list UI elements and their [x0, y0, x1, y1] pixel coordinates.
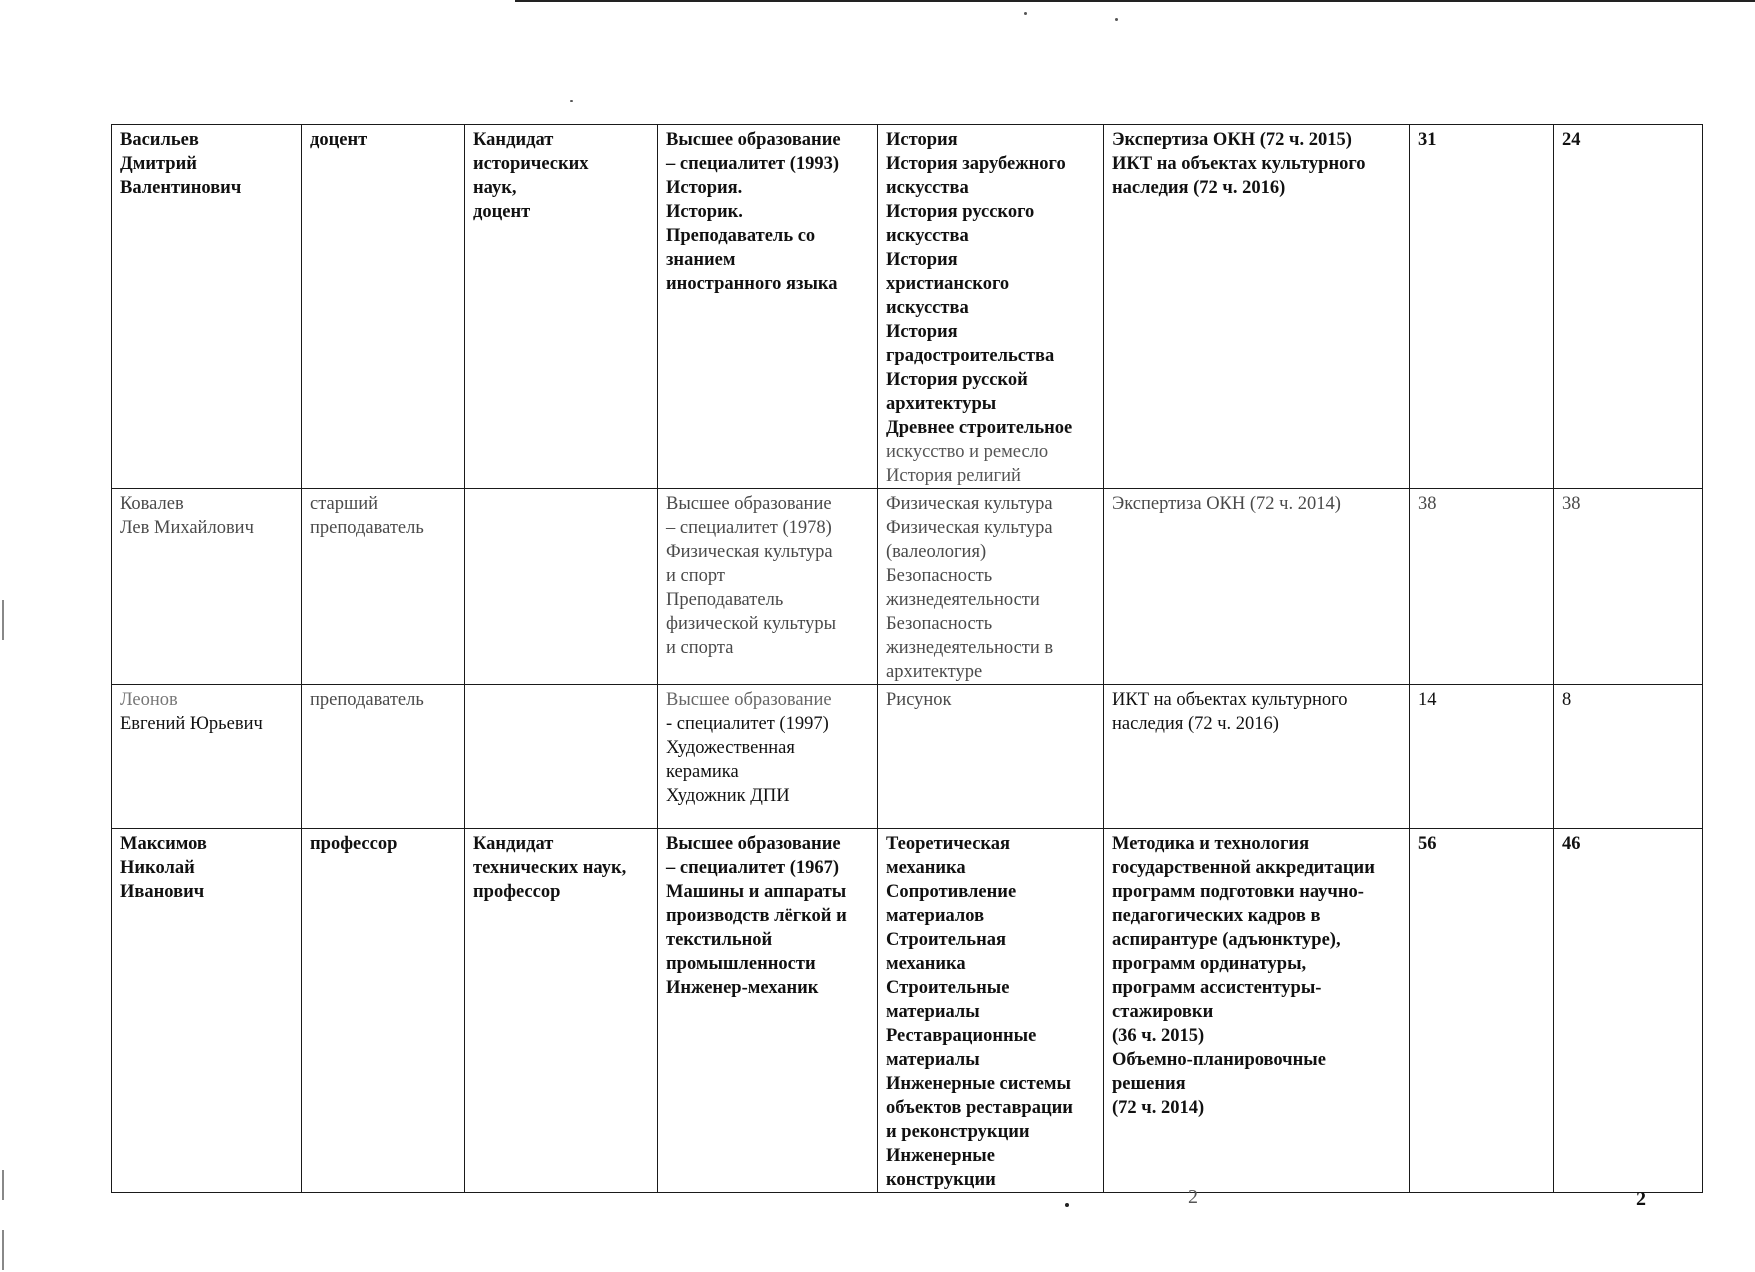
top-rule [515, 0, 1755, 2]
total-experience-cell: 14 [1410, 685, 1554, 829]
table-row [112, 489, 1703, 685]
specialty-experience-cell: 24 [1554, 125, 1703, 489]
scan-speck [570, 100, 573, 102]
education-cell: Высшее образование - специалитет (1997) Художественная керамика Художник ДПИ [658, 685, 878, 829]
education-cell: Высшее образование – специалитет (1978) Физическая культура и спорт Преподаватель физической культуры и спорта [658, 489, 878, 685]
training-cell: Методика и технология государственной аккредитации программ подготовки научно- педагогических кадров в аспирантуре (адъюнктуре), программ ординатуры, программ ассистентуры- стажировки (36 ч. 2015) Объемно-планировочные решения (72 ч. 2014) [1104, 829, 1410, 1193]
position-cell: доцент [302, 125, 465, 489]
degree-cell: Кандидат технических наук, профессор [465, 829, 658, 1193]
scan-speck [1115, 18, 1118, 21]
degree-cell [465, 489, 658, 685]
training-cell: Экспертиза ОКН (72 ч. 2014) [1104, 489, 1410, 685]
total-experience-cell: 31 [1410, 125, 1554, 489]
staff-table [111, 124, 1703, 1193]
table-row [112, 685, 1703, 829]
disciplines-cell: Физическая культура Физическая культура (валеология) Безопасность жизнедеятельности Безопасность жизнедеятельности в архитектуре [878, 489, 1104, 685]
table-row [112, 125, 1703, 489]
name-cell: Леонов Евгений Юрьевич [112, 685, 302, 829]
scan-speck [1065, 1203, 1069, 1207]
position-cell: старший преподаватель [302, 489, 465, 685]
training-cell: ИКТ на объектах культурного наследия (72 ч. 2016) [1104, 685, 1410, 829]
degree-cell [465, 685, 658, 829]
education-cell: Высшее образование – специалитет (1967) Машины и аппараты производств лёгкой и текстильной промышленности Инженер-механик [658, 829, 878, 1193]
margin-mark [2, 1170, 4, 1200]
position-cell: профессор [302, 829, 465, 1193]
total-experience-cell: 56 [1410, 829, 1554, 1193]
training-cell: Экспертиза ОКН (72 ч. 2015) ИКТ на объектах культурного наследия (72 ч. 2016) [1104, 125, 1410, 489]
page-number-right: 2 [1636, 1188, 1646, 1210]
specialty-experience-cell: 8 [1554, 685, 1703, 829]
education-cell: Высшее образование – специалитет (1993) История. Историк. Преподаватель со знанием иностранного языка [658, 125, 878, 489]
margin-mark [2, 1230, 4, 1270]
specialty-experience-cell: 38 [1554, 489, 1703, 685]
disciplines-cell: История История зарубежного искусства История русского искусства История христианского искусства История градостроительства История русской архитектуры Древнее строительное искусство и ремесло История религий [878, 125, 1104, 489]
table-row [112, 829, 1703, 1193]
disciplines-cell: Рисунок [878, 685, 1104, 829]
page-number-left: 2 [1188, 1186, 1198, 1208]
total-experience-cell: 38 [1410, 489, 1554, 685]
specialty-experience-cell: 46 [1554, 829, 1703, 1193]
position-cell: преподаватель [302, 685, 465, 829]
name-cell: Васильев Дмитрий Валентинович [112, 125, 302, 489]
name-cell: Ковалев Лев Михайлович [112, 489, 302, 685]
name-cell: Максимов Николай Иванович [112, 829, 302, 1193]
margin-mark [2, 600, 4, 640]
disciplines-cell: Теоретическая механика Сопротивление материалов Строительная механика Строительные материалы Реставрационные материалы Инженерные системы объектов реставрации и реконструкции Инженерные конструкции [878, 829, 1104, 1193]
degree-cell: Кандидат исторических наук, доцент [465, 125, 658, 489]
scan-speck [1024, 12, 1027, 15]
